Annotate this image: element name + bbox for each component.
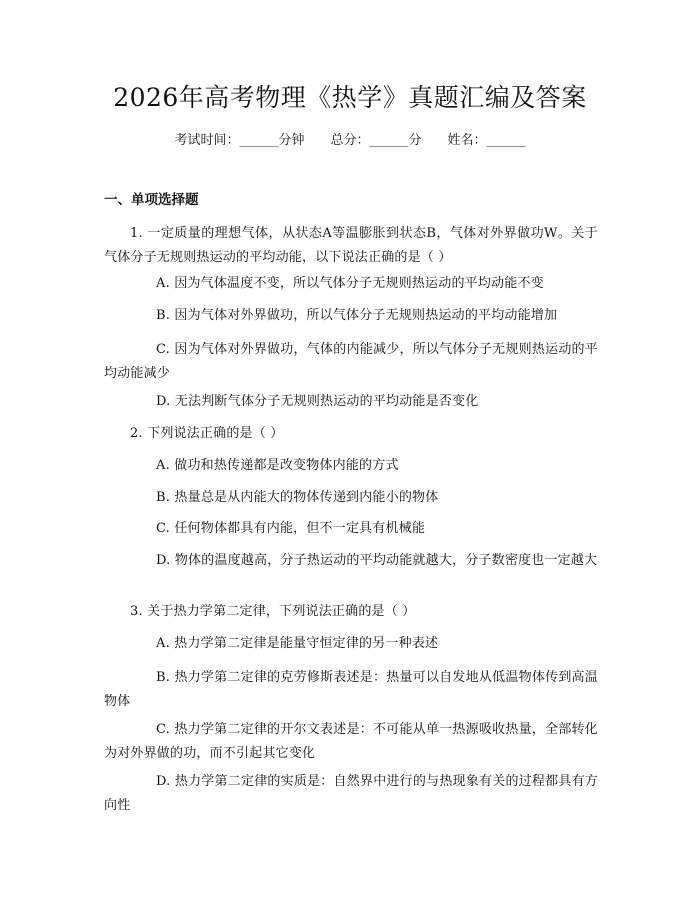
section-heading: 一、单项选择题 [104, 192, 199, 208]
question-3-stem: 3. 关于热力学第二定律，下列说法正确的是（ ） [130, 604, 416, 619]
document-title: 2026年高考物理《热学》真题汇编及答案 [113, 83, 587, 112]
total-score-field: 总分：______分 [330, 133, 422, 148]
question-1-option-b: B. 因为气体对外界做功，所以气体分子无规则热运动的平均动能增加 [156, 308, 558, 323]
question-3-option-a: A. 热力学第二定律是能量守恒定律的另一种表述 [156, 636, 439, 651]
exam-meta-line [0, 131, 700, 151]
exam-time-field: 考试时间：______分钟 [174, 133, 305, 148]
question-1-stem: 1. 一定质量的理想气体，从状态A等温膨胀到状态B，气体对外界做功W。关于气体分子无规则热运动的平均动能，以下说法正确的是（ ） [104, 226, 598, 265]
question-3-option-c: C. 热力学第二定律的开尔文表述是：不可能从单一热源吸收热量，全部转化为对外界做的功，而不引起其它变化 [104, 722, 598, 761]
question-2-option-c: C. 任何物体都具有内能，但不一定具有机械能 [156, 521, 426, 536]
question-1-option-d: D. 无法判断气体分子无规则热运动的平均动能是否变化 [156, 394, 479, 409]
question-2-stem: 2. 下列说法正确的是（ ） [130, 426, 284, 441]
question-1-option-c: C. 因为气体对外界做功，气体的内能减少，所以气体分子无规则热运动的平均动能减少 [104, 342, 598, 381]
question-2-option-d: D. 物体的温度越高，分子热运动的平均动能就越大，分子数密度也一定越大 [156, 553, 598, 568]
question-3-option-b: B. 热力学第二定律的克劳修斯表述是：热量可以自发地从低温物体传到高温物体 [104, 670, 598, 709]
question-3-option-d: D. 热力学第二定律的实质是：自然界中进行的与热现象有关的过程都具有方向性 [104, 774, 598, 813]
question-2-option-a: A. 做功和热传递都是改变物体内能的方式 [156, 458, 399, 473]
question-2-option-b: B. 热量总是从内能大的物体传递到内能小的物体 [156, 490, 439, 505]
student-name-field: 姓名：______ [447, 133, 526, 148]
question-1-option-a: A. 因为气体温度不变，所以气体分子无规则热运动的平均动能不变 [156, 276, 544, 291]
